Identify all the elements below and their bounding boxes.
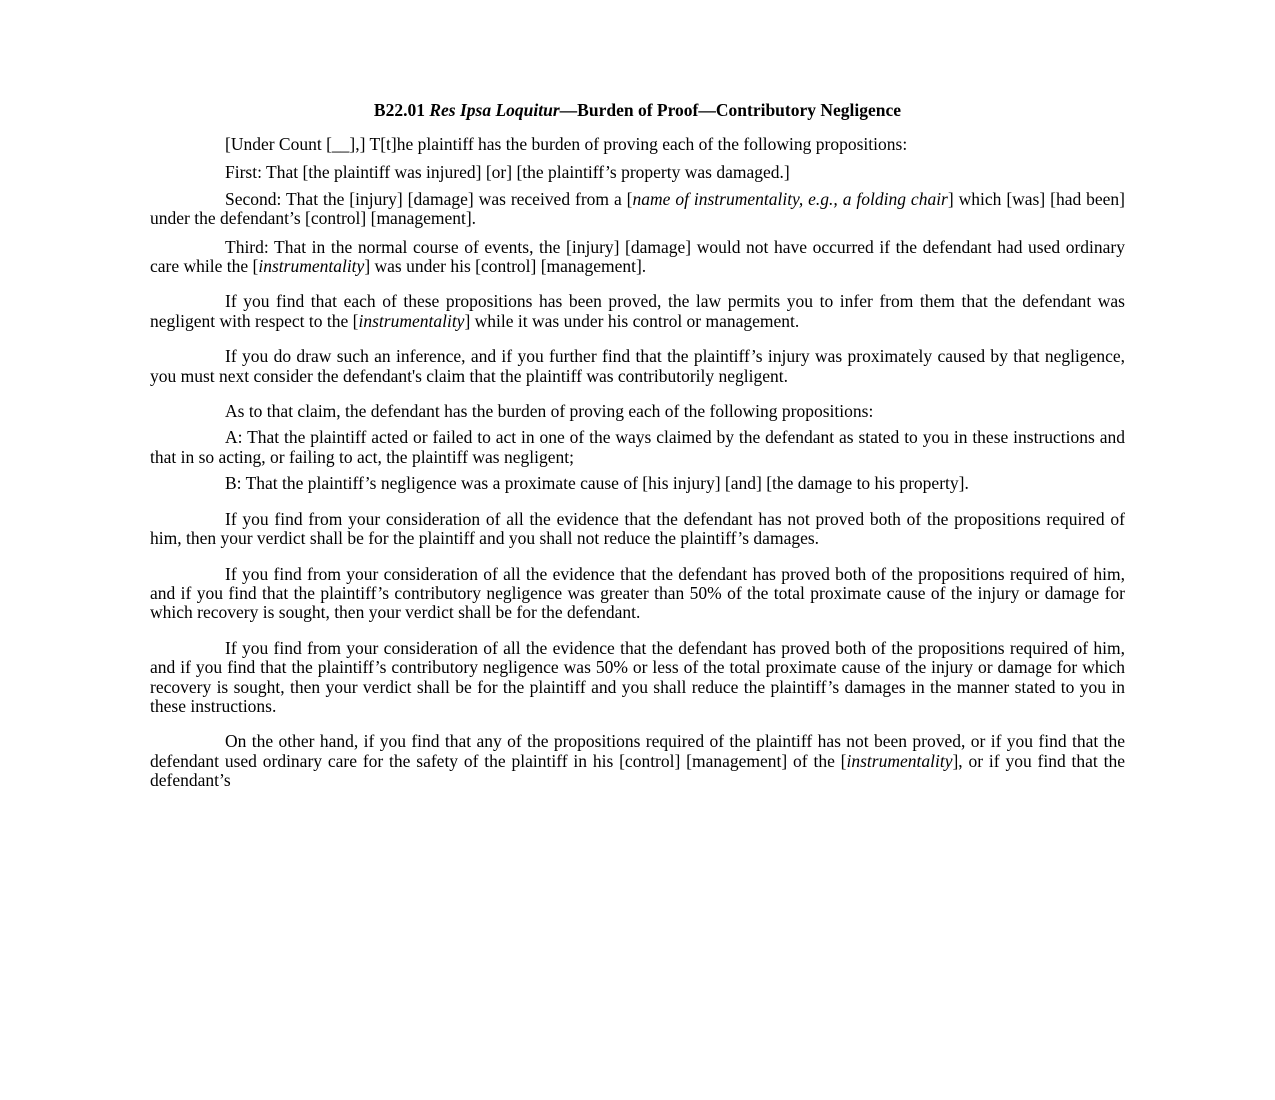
paragraph-inference: If you find that each of these propositions has been proved, the law permits you to infer from them that the defendant was negligent with respect to the [instrumentality] while it was under his control or management. [150,291,1125,331]
document-page [150,100,1125,791]
paragraph-contributory-claim: If you do draw such an inference, and if you further find that the plaintiff’s injury was proximately caused by that negligence, you must next consider the defendant's claim that the plaintiff was contributorily negligent. [150,346,1125,386]
paragraph-b: B: That the plaintiff’s negligence was a proximate cause of [his injury] [and] [the damage to his property]. [225,473,969,494]
paragraph-first: First: That [the plaintiff was injured] [or] [the plaintiff’s property was damaged.] [225,162,790,183]
title-italic: Res Ipsa Loquitur [429,100,560,120]
page-title [150,100,1125,120]
paragraph-second: Second: That the [injury] [damage] was received from a [name of instrumentality, e.g., a folding chair] which [was] [had been] under the defendant’s [control] [management]. [150,188,1126,229]
paragraph-other-hand: On the other hand, if you find that any of the propositions required of the plaintiff has not been proved, or if you find that the defendant used ordinary care for the safety of the plaintiff in his [control] [management] of the [instrumentality], or if you find that the defendant’s [150,731,1125,791]
instruction-code: B22.01 [373,100,425,120]
paragraph-a: A: That the plaintiff acted or failed to act in one of the ways claimed by the defendant as stated to you in these instructions and that in so acting, or failing to act, the plaintiff was negligent; [150,427,1125,467]
paragraph-intro: [Under Count [__],] T[t]he plaintiff has the burden of proving each of the following propositions: [225,134,908,154]
paragraph-greater-than-50: If you find from your consideration of all the evidence that the defendant has proved both of the propositions required of him, and if you find that the plaintiff’s contributory negligence was greater than 50% of the total proximate cause of the injury or damage for which recovery is sought, then your verdict shall be for the defendant. [150,563,1125,623]
title-rest: —Burden of Proof—Contributory Negligence [559,100,902,120]
paragraph-not-proved: If you find from your consideration of all the evidence that the defendant has not proved both of the propositions required of him, then your verdict shall be for the plaintiff and you shall not reduce the plaintiff’s damages. [150,508,1125,549]
paragraph-third: Third: That in the normal course of events, the [injury] [damage] would not have occurred if the defendant had used ordinary care while the [instrumentality] was under his [control] [management]. [150,236,1125,277]
paragraph-50-or-less: If you find from your consideration of all the evidence that the defendant has proved both of the propositions required of him, and if you find that the plaintiff’s contributory negligence was 50% or less of the total proximate cause of the injury or damage for which recovery is sought, then your verdict shall be for the plaintiff and you shall reduce the plaintiff’s damages in the manner stated to you in these instructions. [150,637,1125,716]
paragraph-defendant-burden: As to that claim, the defendant has the burden of proving each of the following propositions: [225,401,874,422]
